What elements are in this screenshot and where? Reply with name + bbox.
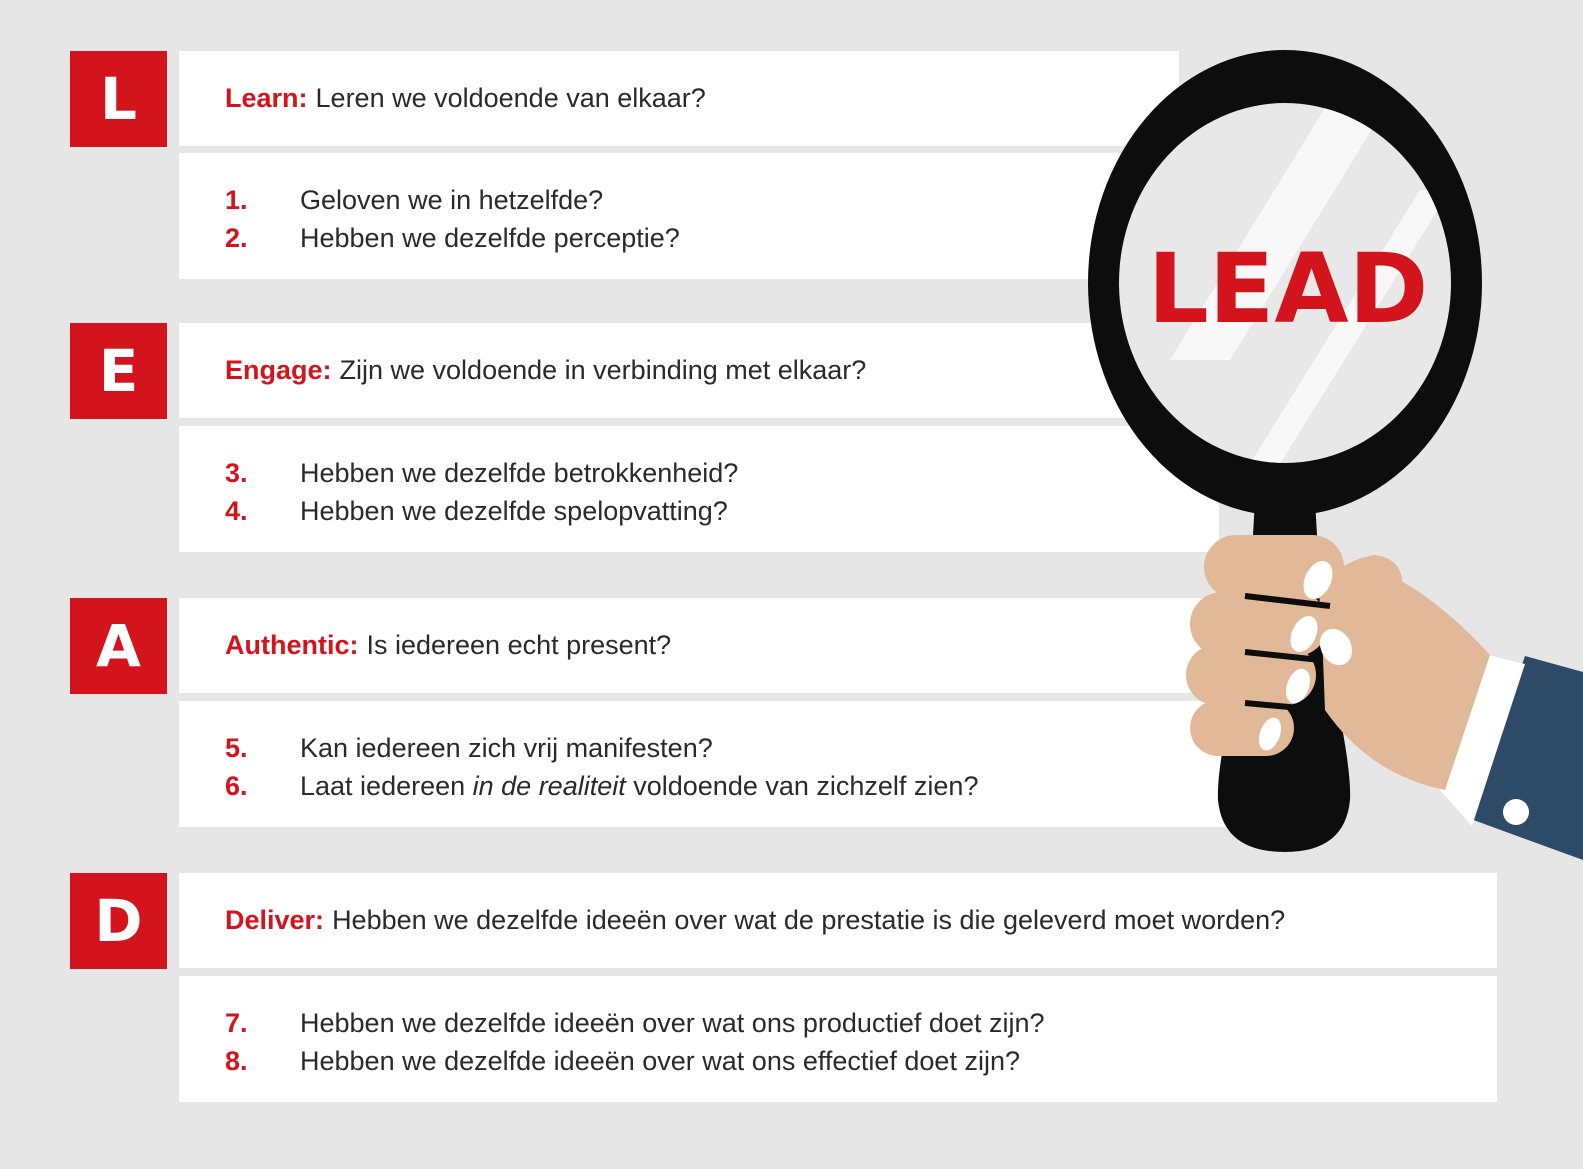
keyword-learn: Learn:	[225, 83, 308, 113]
item-number: 7.	[225, 1008, 248, 1038]
item-text: Hebben we dezelfde betrokkenheid?	[300, 458, 739, 488]
item-text-post: voldoende van zichzelf zien?	[625, 771, 979, 801]
item-text: Hebben we dezelfde spelopvatting?	[300, 496, 728, 526]
item-text-pre: Laat iedereen	[300, 771, 473, 801]
item-number: 8.	[225, 1046, 248, 1076]
item-text: Hebben we dezelfde ideeën over wat ons productief doet zijn?	[300, 1008, 1045, 1038]
question-deliver: Hebben we dezelfde ideeën over wat de prestatie is die geleverd moet worden?	[332, 905, 1286, 935]
item-number: 3.	[225, 458, 248, 488]
section-letter-a: A	[70, 598, 167, 694]
item-text: Hebben we dezelfde ideeën over wat ons effectief doet zijn?	[300, 1046, 1020, 1076]
section-letter-l: L	[70, 51, 167, 147]
item-number: 1.	[225, 185, 248, 215]
question-engage: Zijn we voldoende in verbinding met elkaar?	[339, 355, 867, 385]
item-number: 6.	[225, 771, 248, 801]
keyword-engage: Engage:	[225, 355, 332, 385]
section-letter-d: D	[70, 873, 167, 969]
keyword-authentic: Authentic:	[225, 630, 359, 660]
keyword-deliver: Deliver:	[225, 905, 325, 935]
question-learn: Leren we voldoende van elkaar?	[315, 83, 706, 113]
item-number: 2.	[225, 223, 248, 253]
item-number: 5.	[225, 733, 248, 763]
item-text: Geloven we in hetzelfde?	[300, 185, 604, 215]
question-authentic: Is iedereen echt present?	[366, 630, 672, 660]
item-text-italic: in de realiteit	[472, 771, 626, 801]
section-letter-e: E	[70, 323, 167, 419]
item-text: Kan iedereen zich vrij manifesten?	[300, 733, 713, 763]
item-text: Hebben we dezelfde perceptie?	[300, 223, 680, 253]
item-number: 4.	[225, 496, 248, 526]
lens-text: LEAD	[1147, 233, 1429, 345]
